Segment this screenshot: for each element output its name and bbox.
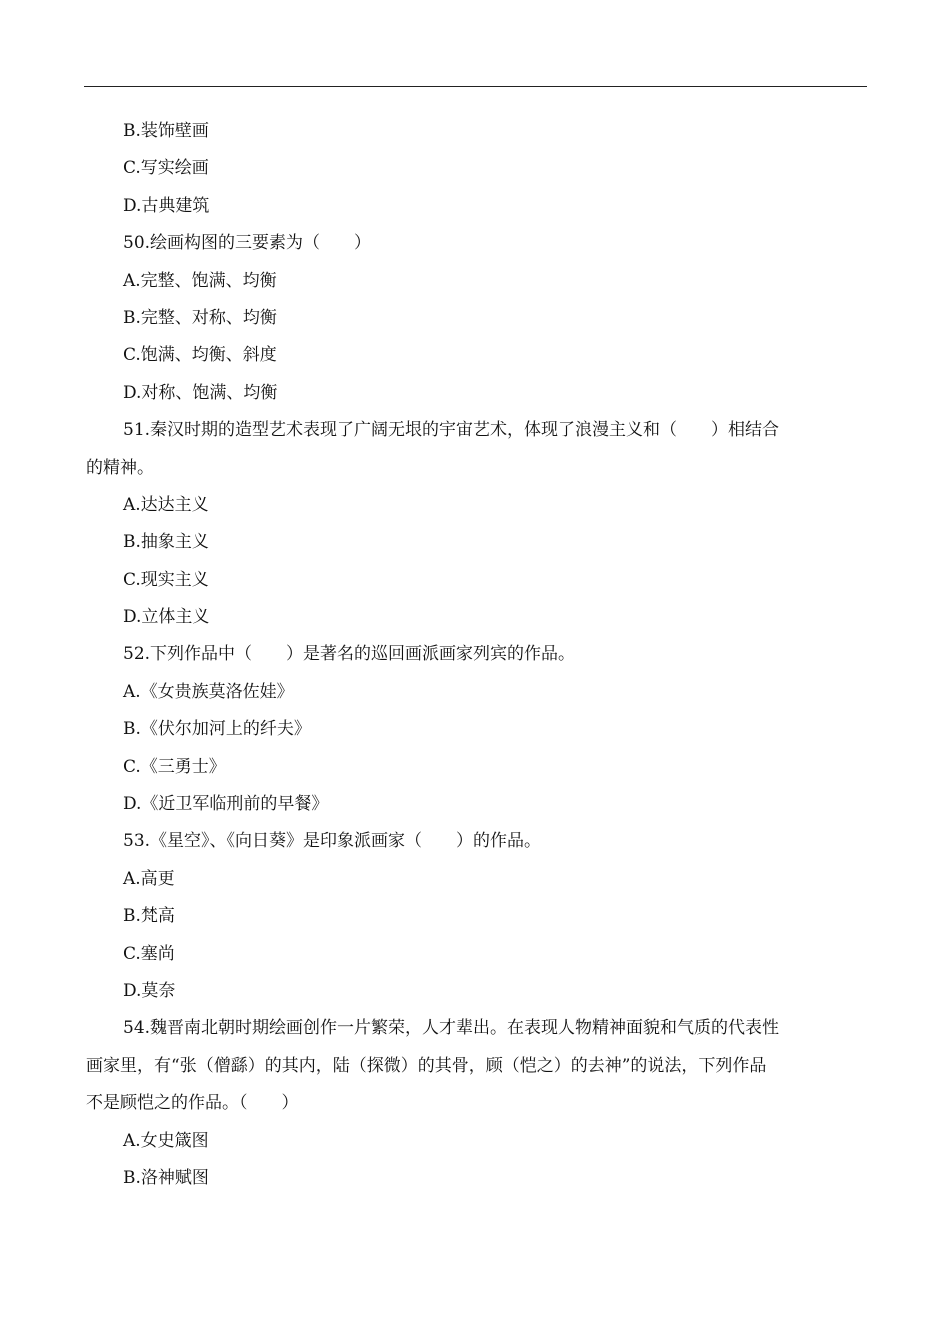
option-b-49: B.装饰壁画 (123, 121, 209, 141)
question-54-continued-1: 画家里，有“张（僧繇）的其内，陆（探微）的其骨，顾（恺之）的去神”的说法，下列作品 (86, 1055, 767, 1076)
option-b-51: B.抽象主义 (123, 532, 209, 553)
option-a-54: A.女史箴图 (123, 1130, 209, 1151)
option-a-50: A.完整、饱满、均衡 (123, 270, 277, 291)
option-b-52: B.《伏尔加河上的纤夫》 (123, 719, 311, 740)
question-53: 53.《星空》、《向日葵》是印象派画家（ ）的作品。 (123, 831, 542, 852)
option-d-53: D.莫奈 (123, 980, 176, 1001)
option-d-51: D.立体主义 (123, 607, 210, 628)
question-54: 54.魏晋南北朝时期绘画创作一片繁荣，人才辈出。在表现人物精神面貌和气质的代表性 (123, 1018, 780, 1039)
option-c-50: C.饱满、均衡、斜度 (123, 345, 277, 366)
option-c-53: C.塞尚 (123, 943, 175, 964)
option-a-52: A.《女贵族莫洛佐娃》 (123, 681, 294, 702)
header-rule (84, 86, 867, 87)
question-50: 50.绘画构图的三要素为（ ） (123, 233, 372, 254)
question-content (86, 113, 866, 1197)
option-c-51: C.现实主义 (123, 569, 209, 590)
option-b-50: B.完整、对称、均衡 (123, 307, 277, 328)
option-d-50: D.对称、饱满、均衡 (123, 382, 278, 403)
question-51: 51.秦汉时期的造型艺术表现了广阔无垠的宇宙艺术，体现了浪漫主义和（ ）相结合 (123, 420, 780, 441)
option-a-51: A.达达主义 (123, 494, 209, 515)
question-51-continued: 的精神。 (86, 457, 154, 478)
option-d-52: D.《近卫军临刑前的早餐》 (123, 794, 329, 815)
option-a-53: A.高更 (123, 868, 175, 889)
option-b-53: B.梵高 (123, 906, 175, 927)
question-54-continued-2: 不是顾恺之的作品。（ ） (86, 1093, 299, 1114)
option-d-49: D.古典建筑 (123, 195, 210, 216)
option-b-54: B.洛神赋图 (123, 1167, 209, 1188)
option-c-49: C.写实绘画 (123, 158, 209, 179)
question-52: 52.下列作品中（ ）是著名的巡回画派画家列宾的作品。 (123, 644, 576, 665)
option-c-52: C.《三勇士》 (123, 756, 226, 777)
